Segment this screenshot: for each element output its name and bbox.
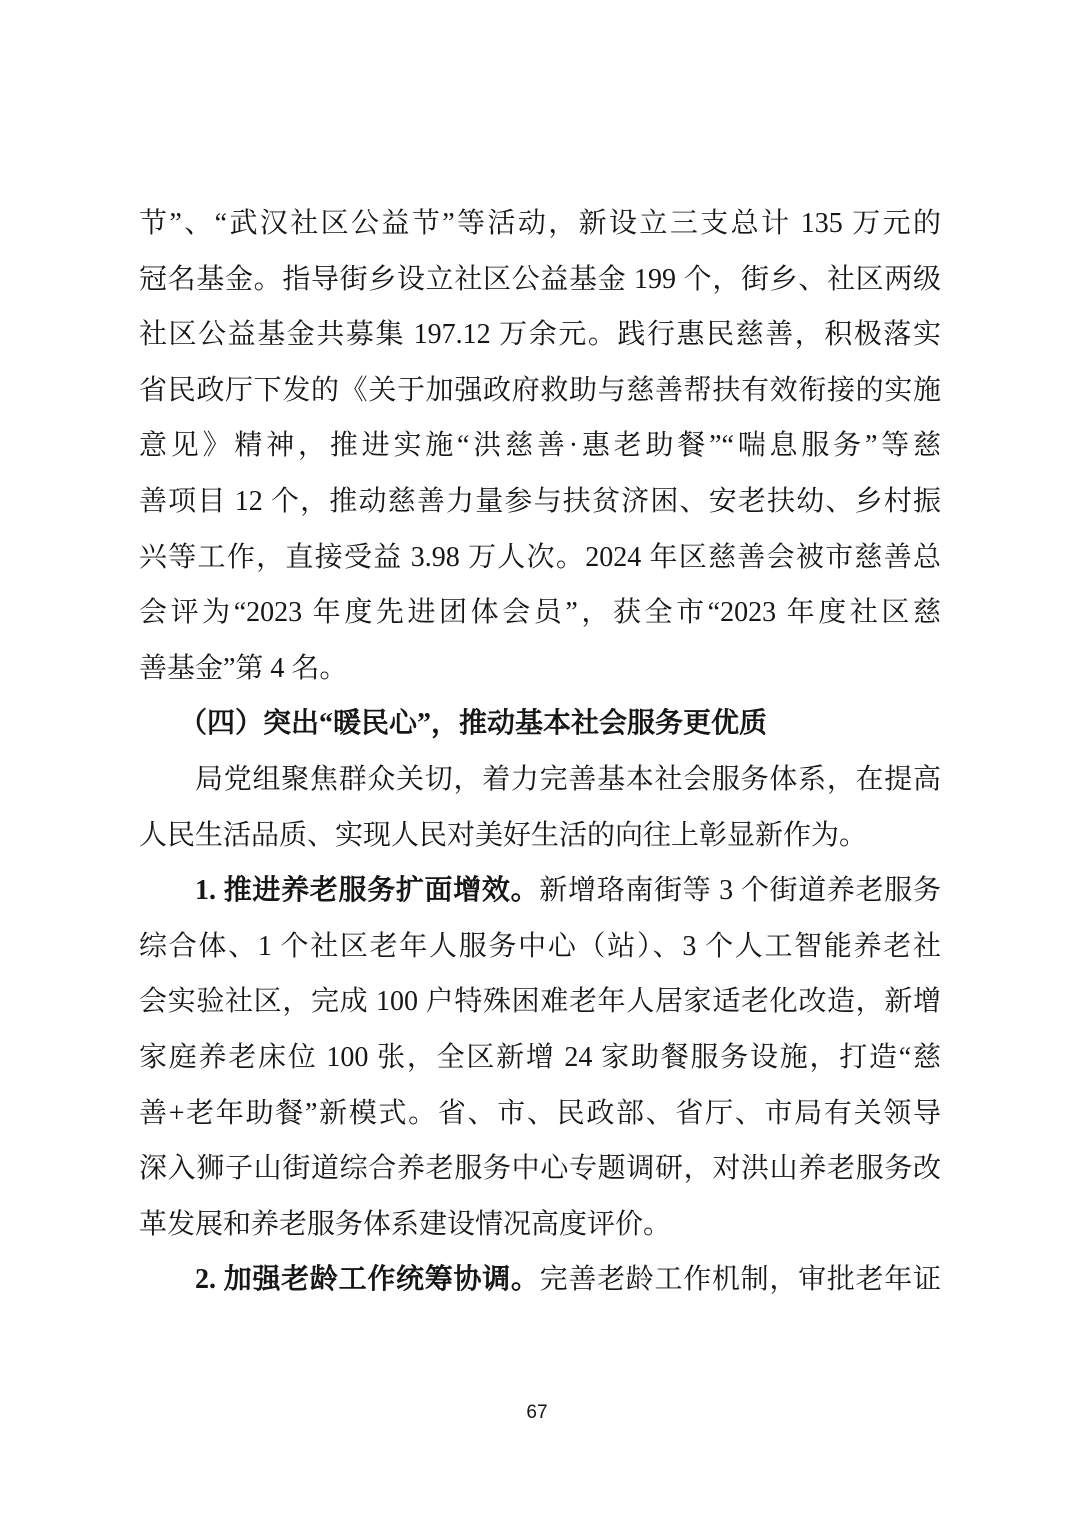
text-segment: 善项目 12 个，推动慈善力量参与扶贫济困、安老扶幼、乡村振 bbox=[139, 485, 941, 517]
text-segment: 善基金”第 4 名。 bbox=[139, 652, 348, 684]
text-segment: 完善老龄工作机制，审批老年证 bbox=[539, 1264, 941, 1296]
text-line bbox=[139, 252, 941, 308]
text-line bbox=[139, 863, 941, 919]
text-segment: 人民生活品质、实现人民对美好生活的向往上彰显新作为。 bbox=[139, 819, 868, 851]
text-line bbox=[139, 585, 941, 641]
text-line bbox=[139, 530, 941, 586]
text-line bbox=[139, 1141, 941, 1197]
text-segment-bold: 2. 加强老龄工作统筹协调。 bbox=[195, 1264, 540, 1296]
text-segment: 会评为“2023 年度先进团体会员”，获全市“2023 年度社区慈 bbox=[139, 597, 941, 629]
text-segment: 会实验社区，完成 100 户特殊困难老年人居家适老化改造，新增 bbox=[139, 986, 941, 1018]
text-line bbox=[139, 1197, 941, 1253]
text-segment-bold: （四）突出“暖民心”，推动基本社会服务更优质 bbox=[179, 708, 768, 740]
text-line bbox=[139, 696, 941, 752]
text-line bbox=[139, 1252, 941, 1308]
text-line bbox=[139, 1086, 941, 1142]
text-segment: 新增珞南街等 3 个街道养老服务 bbox=[539, 875, 941, 907]
text-segment: 综合体、1 个社区老年人服务中心（站）、3 个人工智能养老社 bbox=[139, 930, 941, 962]
document-body bbox=[139, 196, 941, 1308]
text-segment: 社区公益基金共募集 197.12 万余元。践行惠民慈善，积极落实 bbox=[139, 319, 941, 351]
text-line bbox=[139, 974, 941, 1030]
text-line bbox=[139, 418, 941, 474]
text-segment: 家庭养老床位 100 张，全区新增 24 家助餐服务设施，打造“慈 bbox=[139, 1041, 941, 1073]
text-segment: 节”、“武汉社区公益节”等活动，新设立三支总计 135 万元的 bbox=[139, 208, 941, 239]
text-segment: 局党组聚焦群众关切，着力完善基本社会服务体系，在提高 bbox=[195, 763, 941, 795]
text-line bbox=[139, 808, 941, 864]
text-segment: 革发展和养老服务体系建设情况高度评价。 bbox=[139, 1208, 672, 1240]
text-line bbox=[139, 919, 941, 975]
text-segment: 深入狮子山街道综合养老服务中心专题调研，对洪山养老服务改 bbox=[139, 1153, 941, 1185]
text-segment: 善+老年助餐”新模式。省、市、民政部、省厅、市局有关领导 bbox=[139, 1097, 941, 1129]
text-line bbox=[139, 641, 941, 697]
text-line bbox=[139, 196, 941, 252]
text-segment: 意见》精神，推进实施“洪慈善·惠老助餐”“喘息服务”等慈 bbox=[139, 430, 941, 462]
text-line bbox=[139, 752, 941, 808]
text-segment: 省民政厅下发的《关于加强政府救助与慈善帮扶有效衔接的实施 bbox=[139, 374, 941, 406]
text-line bbox=[139, 474, 941, 530]
text-line bbox=[139, 307, 941, 363]
page-number: 67 bbox=[526, 1402, 548, 1423]
text-line bbox=[139, 1030, 941, 1086]
text-segment: 兴等工作，直接受益 3.98 万人次。2024 年区慈善会被市慈善总 bbox=[139, 541, 941, 573]
text-segment: 冠名基金。指导街乡设立社区公益基金 199 个，街乡、社区两级 bbox=[139, 263, 941, 295]
text-line bbox=[139, 363, 941, 419]
text-segment-bold: 1. 推进养老服务扩面增效。 bbox=[195, 875, 540, 907]
